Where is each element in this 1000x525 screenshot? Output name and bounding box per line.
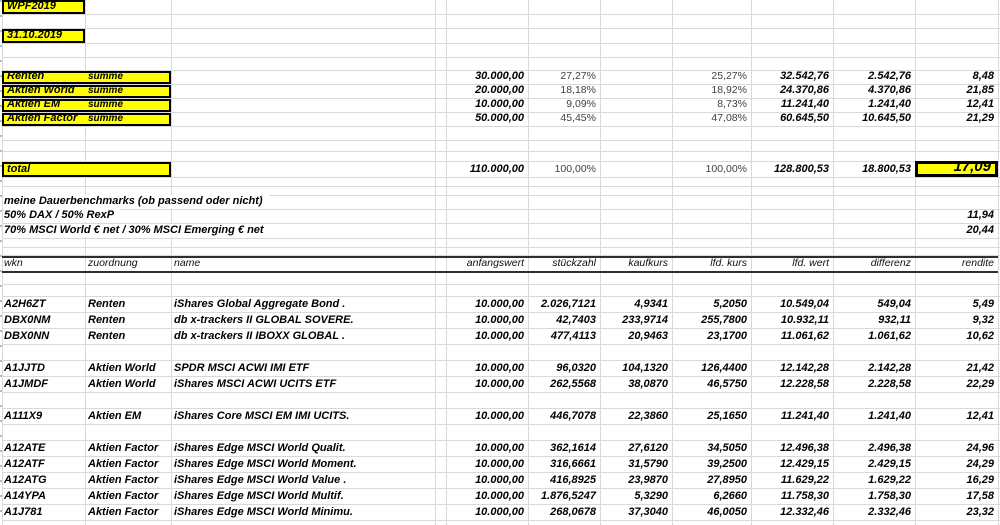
category-label: Renten (7, 70, 45, 82)
holding-row (0, 505, 1000, 521)
anfangswert-cell[interactable]: 10.000,00 (475, 490, 524, 502)
row-portfolio-tag (0, 0, 1000, 15)
lfd-kurs-cell[interactable]: 27,8950 (707, 474, 747, 486)
rendite-cell[interactable]: 16,29 (966, 474, 994, 486)
lfd-wert-cell[interactable]: 10.549,04 (780, 298, 829, 310)
name-cell[interactable]: db x-trackers II GLOBAL SOVERE. (174, 314, 354, 326)
stueckzahl-cell[interactable]: 446,7078 (550, 410, 596, 422)
zuordnung-cell[interactable]: Aktien EM (88, 410, 142, 422)
lfd-kurs-cell[interactable]: 5,2050 (713, 298, 747, 310)
holding-row (0, 457, 1000, 473)
lfd-kurs-cell[interactable]: 126,4400 (701, 362, 747, 374)
anfangswert-cell[interactable]: 10.000,00 (475, 506, 524, 518)
kaufkurs-cell[interactable]: 27,6120 (628, 442, 668, 454)
wkn-cell[interactable]: A12ATF (4, 458, 45, 470)
lfd-wert-cell[interactable]: 12.332,46 (780, 506, 829, 518)
lfd-wert-cell[interactable]: 12.228,58 (780, 378, 829, 390)
header-stueckzahl[interactable]: stückzahl (552, 257, 596, 269)
wkn-cell[interactable]: A111X9 (4, 410, 43, 422)
header-zuordnung[interactable]: zuordnung (88, 257, 138, 269)
rendite-cell[interactable]: 21,29 (966, 112, 994, 124)
name-cell[interactable]: SPDR MSCI ACWI IMI ETF (174, 362, 310, 374)
holding-row (0, 313, 1000, 329)
lfd-wert-cell[interactable]: 11.758,30 (780, 490, 829, 502)
kaufkurs-cell[interactable]: 104,1320 (622, 362, 668, 374)
rendite-cell[interactable]: 9,32 (972, 314, 994, 326)
summe-label: summe (88, 71, 124, 82)
wkn-cell[interactable]: A2H6ZT (4, 298, 46, 310)
differenz-cell[interactable]: 2.142,28 (868, 362, 911, 374)
lfd-wert-cell[interactable]: 12.142,28 (780, 362, 829, 374)
zuordnung-cell[interactable]: Aktien Factor (88, 474, 159, 486)
quote-soll-cell[interactable]: 18,18% (560, 84, 596, 96)
category-cell[interactable] (2, 113, 171, 126)
category-label: Aktien Factor (7, 112, 78, 124)
differenz-cell[interactable]: 18.800,53 (862, 163, 911, 175)
wkn-cell[interactable]: A1JJTD (4, 362, 45, 374)
rendite-cell[interactable]: 10,62 (966, 330, 994, 342)
holding-row (0, 329, 1000, 345)
holding-row (0, 361, 1000, 377)
quote-ist-cell[interactable]: 100,00% (705, 163, 747, 175)
header-rendite[interactable]: rendite (961, 257, 994, 269)
portfolio-tag-label: WPF2019 (7, 0, 56, 12)
anfangswert-cell[interactable]: 10.000,00 (475, 458, 524, 470)
category-label: Aktien EM (7, 98, 61, 110)
blank-row (0, 15, 1000, 29)
benchmark-row-msci-mix (0, 224, 1000, 239)
rendite-cell[interactable]: 12,41 (966, 98, 994, 110)
holding-row (0, 473, 1000, 489)
summe-label: summe (88, 85, 124, 96)
blank-row (0, 285, 1000, 297)
quote-soll-cell[interactable]: 27,27% (560, 70, 596, 82)
summary-row-aktien-em (0, 99, 1000, 113)
blank-row (0, 248, 1000, 256)
anfangswert-cell[interactable]: 10.000,00 (475, 442, 524, 454)
lfd-wert-cell[interactable]: 12.496,38 (780, 442, 829, 454)
name-cell[interactable]: iShares Edge MSCI World Moment. (174, 458, 357, 470)
anfangswert-cell[interactable]: 10.000,00 (475, 378, 524, 390)
benchmark-label[interactable]: 70% MSCI World € net / 30% MSCI Emerging € net (4, 224, 270, 237)
lfd-kurs-cell[interactable]: 6,2660 (713, 490, 747, 502)
benchmarks-title[interactable]: meine Dauerbenchmarks (ob passend oder nicht) (4, 195, 269, 208)
rendite-cell[interactable]: 22,29 (966, 378, 994, 390)
name-cell[interactable]: iShares MSCI ACWI UCITS ETF (174, 378, 337, 390)
differenz-cell[interactable]: 2.228,58 (868, 378, 911, 390)
total-cell[interactable] (2, 162, 171, 177)
total-row (0, 158, 1000, 178)
category-cell[interactable] (2, 99, 171, 112)
zuordnung-cell[interactable]: Renten (88, 298, 126, 310)
stueckzahl-cell[interactable]: 268,0678 (550, 506, 596, 518)
stueckzahl-cell[interactable]: 42,7403 (556, 314, 596, 326)
lfd-kurs-cell[interactable]: 46,0050 (707, 506, 747, 518)
kaufkurs-cell[interactable]: 23,9870 (628, 474, 668, 486)
rendite-cell[interactable]: 24,29 (966, 458, 994, 470)
stueckzahl-cell[interactable]: 2.026,7121 (540, 298, 596, 310)
differenz-cell[interactable]: 1.061,62 (868, 330, 911, 342)
header-differenz[interactable]: differenz (870, 257, 911, 269)
name-cell[interactable]: iShares Edge MSCI World Qualit. (174, 442, 346, 454)
blank-row (0, 393, 1000, 409)
lfd-wert-cell[interactable]: 11.241,40 (780, 410, 829, 422)
holding-row (0, 297, 1000, 313)
name-cell[interactable]: db x-trackers II IBOXX GLOBAL . (174, 330, 345, 342)
benchmark-rendite-cell[interactable]: 20,44 (966, 224, 994, 236)
category-label: Aktien World (7, 84, 75, 96)
summe-label: summe (88, 99, 124, 110)
wkn-cell[interactable]: DBX0NM (4, 314, 51, 326)
zuordnung-cell[interactable]: Renten (88, 314, 126, 326)
header-anfangswert[interactable]: anfangswert (466, 257, 524, 269)
anfangswert-cell[interactable]: 10.000,00 (475, 298, 524, 310)
zuordnung-cell[interactable]: Aktien Factor (88, 506, 159, 518)
differenz-cell[interactable]: 1.758,30 (868, 490, 911, 502)
zuordnung-cell[interactable]: Aktien World (88, 362, 156, 374)
differenz-cell[interactable]: 4.370,86 (868, 84, 911, 96)
stueckzahl-cell[interactable]: 96,0320 (556, 362, 596, 374)
blank-row (0, 345, 1000, 361)
quote-ist-cell[interactable]: 18,92% (711, 84, 747, 96)
blank-row (0, 152, 1000, 162)
summary-row-aktien-factor (0, 113, 1000, 127)
blank-row (0, 425, 1000, 441)
differenz-cell[interactable]: 2.429,15 (868, 458, 911, 470)
differenz-cell[interactable]: 1.241,40 (868, 98, 911, 110)
differenz-cell[interactable]: 1.241,40 (868, 410, 911, 422)
differenz-cell[interactable]: 932,11 (878, 314, 911, 326)
total-rendite-value: 17,09 (953, 158, 991, 175)
name-cell[interactable]: iShares Edge MSCI World Value . (174, 474, 347, 486)
kaufkurs-cell[interactable]: 233,9714 (622, 314, 668, 326)
quote-ist-cell[interactable]: 8,73% (717, 98, 747, 110)
stueckzahl-cell[interactable]: 416,8925 (550, 474, 596, 486)
differenz-cell[interactable]: 2.332,46 (868, 506, 911, 518)
rendite-cell[interactable]: 21,85 (966, 84, 994, 96)
lfd-wert-cell[interactable]: 128.800,53 (773, 163, 829, 175)
kaufkurs-cell[interactable]: 5,3290 (634, 490, 668, 502)
wkn-cell[interactable]: A1J781 (4, 506, 43, 518)
summe-label: summe (88, 113, 124, 124)
summary-row-aktien-world (0, 85, 1000, 99)
benchmark-rendite-cell[interactable]: 11,94 (967, 209, 994, 221)
rendite-cell[interactable]: 24,96 (966, 442, 994, 454)
lfd-kurs-cell[interactable]: 23,1700 (707, 330, 747, 342)
quote-soll-cell[interactable]: 9,09% (566, 98, 596, 110)
zuordnung-cell[interactable]: Renten (88, 330, 126, 342)
anfangswert-cell[interactable]: 10.000,00 (475, 98, 524, 110)
header-name[interactable]: name (174, 257, 201, 269)
lfd-wert-cell[interactable]: 11.241,40 (780, 98, 829, 110)
blank-row (0, 141, 1000, 152)
row-date (0, 29, 1000, 44)
differenz-cell[interactable]: 2.496,38 (868, 442, 911, 454)
holding-row (0, 441, 1000, 457)
header-lfd-kurs[interactable]: lfd. kurs (710, 257, 747, 269)
lfd-wert-cell[interactable]: 11.061,62 (780, 330, 829, 342)
anfangswert-cell[interactable]: 20.000,00 (475, 84, 524, 96)
anfangswert-cell[interactable]: 10.000,00 (475, 330, 524, 342)
wkn-cell[interactable]: A14YPA (4, 490, 46, 502)
name-cell[interactable]: iShares Edge MSCI World Minimu. (174, 506, 353, 518)
blank-row (0, 521, 1000, 525)
date-label: 31.10.2019 (7, 29, 63, 41)
kaufkurs-cell[interactable]: 4,9341 (634, 298, 668, 310)
differenz-cell[interactable]: 549,04 (877, 298, 911, 310)
anfangswert-cell[interactable]: 110.000,00 (469, 163, 524, 175)
blank-row (0, 178, 1000, 187)
wkn-cell[interactable]: DBX0NN (4, 330, 50, 342)
name-cell[interactable]: iShares Global Aggregate Bond . (174, 298, 346, 310)
zuordnung-cell[interactable]: Aktien Factor (88, 458, 159, 470)
header-kaufkurs[interactable]: kaufkurs (628, 257, 668, 269)
blank-row (0, 239, 1000, 248)
zuordnung-cell[interactable]: Aktien World (88, 378, 156, 390)
quote-ist-cell[interactable]: 47,08% (711, 112, 747, 124)
stueckzahl-cell[interactable]: 1.876,5247 (540, 490, 596, 502)
quote-soll-cell[interactable]: 100,00% (554, 163, 596, 175)
kaufkurs-cell[interactable]: 38,0870 (628, 378, 668, 390)
anfangswert-cell[interactable]: 10.000,00 (475, 362, 524, 374)
stueckzahl-cell[interactable]: 362,1614 (550, 442, 596, 454)
name-cell[interactable]: iShares Core MSCI EM IMI UCITS. (174, 410, 350, 422)
lfd-wert-cell[interactable]: 12.429,15 (780, 458, 829, 470)
rendite-cell[interactable]: 17,58 (966, 490, 994, 502)
lfd-wert-cell[interactable]: 10.932,11 (780, 314, 829, 326)
holdings-header-row (2, 256, 998, 273)
zuordnung-cell[interactable]: Aktien Factor (88, 490, 159, 502)
row-header-edge (0, 0, 2, 525)
anfangswert-cell[interactable]: 50.000,00 (475, 112, 524, 124)
header-wkn[interactable]: wkn (4, 257, 23, 269)
differenz-cell[interactable]: 10.645,50 (862, 112, 911, 124)
category-cell[interactable] (2, 71, 171, 84)
summary-row-renten (0, 71, 1000, 85)
total-rendite-cell[interactable] (915, 158, 998, 177)
kaufkurs-cell[interactable]: 31,5790 (628, 458, 668, 470)
stueckzahl-cell[interactable]: 316,6661 (550, 458, 596, 470)
stueckzahl-cell[interactable]: 477,4113 (550, 330, 596, 342)
anfangswert-cell[interactable]: 10.000,00 (475, 314, 524, 326)
lfd-kurs-cell[interactable]: 255,7800 (701, 314, 747, 326)
date-cell[interactable] (2, 29, 85, 43)
lfd-wert-cell[interactable]: 60.645,50 (780, 112, 829, 124)
wkn-cell[interactable]: A12ATG (4, 474, 47, 486)
total-label: total (7, 163, 31, 175)
anfangswert-cell[interactable]: 30.000,00 (475, 70, 524, 82)
zuordnung-cell[interactable]: Aktien Factor (88, 442, 159, 454)
rendite-cell[interactable]: 23,32 (966, 506, 994, 518)
wkn-cell[interactable]: A12ATE (4, 442, 46, 454)
differenz-cell[interactable]: 1.629,22 (868, 474, 911, 486)
benchmark-label[interactable]: 50% DAX / 50% RexP (4, 209, 120, 222)
benchmarks-title-row (0, 196, 1000, 210)
benchmark-row-dax-rexp (0, 210, 1000, 224)
lfd-wert-cell[interactable]: 11.629,22 (780, 474, 829, 486)
blank-row (0, 273, 1000, 285)
lfd-wert-cell[interactable]: 24.370,86 (780, 84, 829, 96)
quote-ist-cell[interactable]: 25,27% (711, 70, 747, 82)
name-cell[interactable]: iShares Edge MSCI World Multif. (174, 490, 344, 502)
lfd-wert-cell[interactable]: 32.542,76 (780, 70, 829, 82)
holding-row (0, 489, 1000, 505)
rendite-cell[interactable]: 21,42 (966, 362, 994, 374)
holding-row (0, 409, 1000, 425)
kaufkurs-cell[interactable]: 22,3860 (628, 410, 668, 422)
lfd-kurs-cell[interactable]: 34,5050 (707, 442, 747, 454)
portfolio-tag-cell[interactable] (2, 0, 85, 14)
stueckzahl-cell[interactable]: 262,5568 (550, 378, 596, 390)
rendite-cell[interactable]: 5,49 (972, 298, 994, 310)
header-lfd-wert[interactable]: lfd. wert (792, 257, 829, 269)
wkn-cell[interactable]: A1JMDF (4, 378, 49, 390)
blank-row (0, 127, 1000, 141)
category-cell[interactable] (2, 85, 171, 98)
kaufkurs-cell[interactable]: 37,3040 (628, 506, 668, 518)
rendite-cell[interactable]: 12,41 (966, 410, 994, 422)
lfd-kurs-cell[interactable]: 46,5750 (707, 378, 747, 390)
rendite-cell[interactable]: 8,48 (972, 70, 994, 82)
anfangswert-cell[interactable]: 10.000,00 (475, 474, 524, 486)
blank-row (0, 44, 1000, 58)
anfangswert-cell[interactable]: 10.000,00 (475, 410, 524, 422)
quote-soll-cell[interactable]: 45,45% (560, 112, 596, 124)
lfd-kurs-cell[interactable]: 25,1650 (707, 410, 747, 422)
holding-row (0, 377, 1000, 393)
differenz-cell[interactable]: 2.542,76 (868, 70, 911, 82)
lfd-kurs-cell[interactable]: 39,2500 (707, 458, 747, 470)
kaufkurs-cell[interactable]: 20,9463 (628, 330, 668, 342)
